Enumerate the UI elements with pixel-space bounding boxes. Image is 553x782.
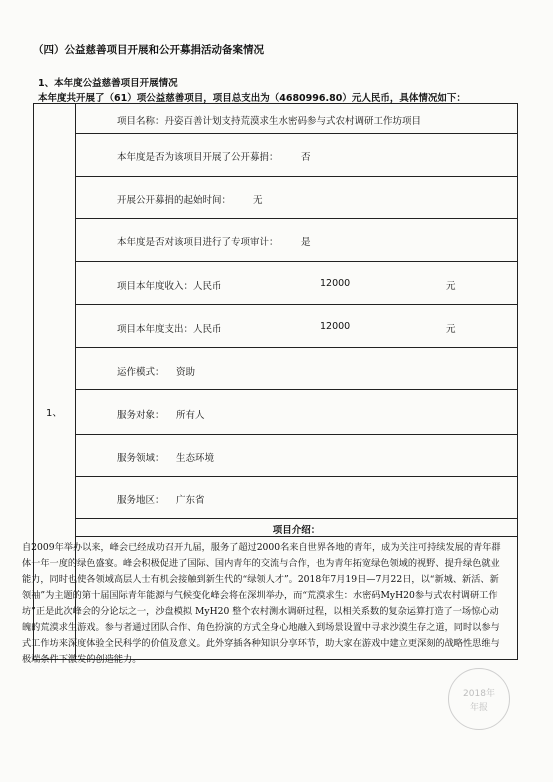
target-label: 服务对象：: [117, 410, 165, 421]
row-index: 1、: [46, 408, 63, 419]
income-unit: 元: [446, 281, 456, 292]
income-amount: 12000: [320, 278, 351, 289]
row-target: [76, 390, 517, 435]
field-value: 生态环境: [176, 453, 215, 464]
section-title: （四）公益慈善项目开展和公开募捐活动备案情况: [33, 44, 264, 56]
start-date-label: 开展公开募捐的起始时间：: [117, 195, 232, 206]
annual-report-stamp: [448, 668, 510, 730]
stamp-year: 2018年: [463, 689, 495, 699]
summary-line: 本年度共开展了（61）项公益慈善项目，项目总支出为（4680996.80）元人民币，具体情况如下：: [38, 93, 466, 104]
mode-value: 资助: [176, 367, 196, 378]
expense-unit: 元: [446, 324, 456, 335]
start-date-value: 无: [253, 195, 263, 206]
row-mode: [76, 348, 517, 390]
row-special-audit: [76, 219, 517, 262]
project-name-label: 项目名称：丹姿百善计划支持荒漠求生水密码参与式农村调研工作坊项目: [117, 116, 422, 127]
project-introduction: 自2009年举办以来，峰会已经成功召开九届，服务了超过2000名来自世界各地的青年，成为关注可持续发展的青年群体一年一度的绿色盛宴。峰会积极促进了国际、国内青年的交流与合作，也为青年拓宽绿色领域的视野、提升绿色就业能力，同时也使各领域高层人士有机会接触到新生代的“绿领人才”。2018年7月19日—7月22日，以“新城、新活、新领袖”为主题的第十届国际青年能源与气候变化峰会将在深圳举办，而“荒漠求生：水密码MyH20参与式农村调研工作坊”正是此次峰会的分论坛之一，沙盘模拟 MyH20 整个农村测水调研过程，以相关系数的复杂运算打造了一场惊心动魄的荒漠求生游戏。参与者通过团队合作、角色扮演的方式全身心地融入到场景设置中寻求沙漠生存之道，同时以参与式工作坊来深度体验全民科学的价值及意义。此外穿插各种知识分享环节，助大家在游戏中建立更深刻的战略性思维与极端条件下激发的创造能力。: [22, 542, 501, 665]
intro-heading: 项目介绍：: [272, 525, 321, 536]
expense-label: 项目本年度支出：人民币: [117, 324, 222, 335]
row-income: [76, 262, 517, 305]
stamp-report: 年报: [469, 703, 488, 713]
row-public-fundraising: [76, 134, 517, 177]
row-start-date: [76, 177, 517, 219]
public-fundraising-label: 本年度是否为该项目开展了公开募捐：: [117, 152, 279, 163]
expense-amount: 12000: [320, 321, 351, 332]
income-label: 项目本年度收入：人民币: [117, 281, 222, 292]
field-label: 服务领域：: [117, 453, 165, 464]
special-audit-value: 是: [301, 237, 311, 248]
mode-label: 运作模式：: [117, 367, 165, 378]
region-value: 广东省: [176, 495, 205, 506]
public-fundraising-value: 否: [301, 152, 311, 163]
special-audit-label: 本年度是否对该项目进行了专项审计：: [117, 237, 279, 248]
sub-title: 1、本年度公益慈善项目开展情况: [38, 78, 178, 89]
row-field: [76, 435, 517, 477]
row-intro-heading: [76, 519, 517, 537]
row-expense: [76, 305, 517, 348]
target-value: 所有人: [176, 410, 205, 421]
region-label: 服务地区：: [117, 495, 165, 506]
row-region: [76, 477, 517, 519]
row-project-name: [76, 104, 517, 134]
